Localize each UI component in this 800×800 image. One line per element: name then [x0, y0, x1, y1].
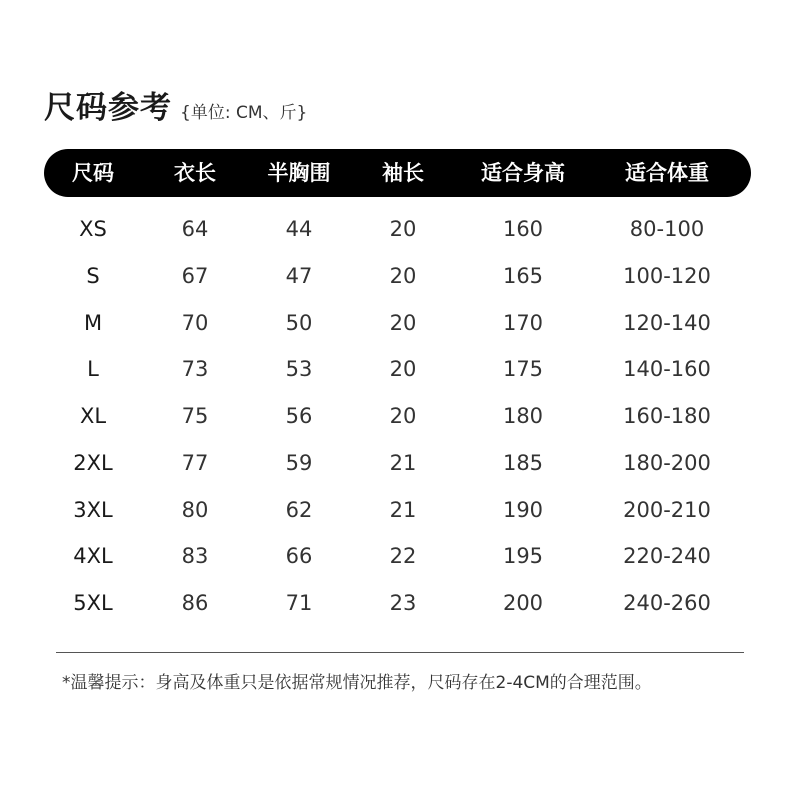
table-row	[44, 346, 751, 393]
header-cell-length: 衣长	[174, 161, 216, 185]
header-cell-height: 适合身高	[481, 161, 565, 185]
cell-length: 80	[181, 497, 209, 522]
cell-sleeve: 20	[389, 404, 417, 428]
cell-size: XL	[79, 404, 107, 428]
cell-half-chest: 47	[285, 263, 313, 288]
cell-length: 77	[181, 450, 209, 475]
cell-half-chest: 50	[285, 310, 313, 335]
cell-sleeve: 20	[389, 357, 417, 382]
cell-height: 160	[502, 217, 544, 241]
cell-half-chest: 62	[285, 497, 313, 522]
title-row	[44, 82, 307, 132]
cell-weight: 140-160	[623, 357, 711, 382]
footnote: *温馨提示：身高及体重只是依据常规情况推荐，尺码存在2-4CM的合理范围。	[62, 673, 652, 693]
cell-height: 165	[502, 263, 544, 288]
cell-height: 185	[502, 450, 544, 475]
cell-half-chest: 66	[285, 544, 313, 569]
cell-weight: 200-210	[623, 497, 711, 522]
cell-half-chest: 56	[285, 404, 313, 428]
table-row	[44, 393, 751, 440]
cell-weight: 100-120	[623, 263, 711, 288]
cell-half-chest: 44	[285, 217, 313, 241]
cell-sleeve: 20	[389, 217, 417, 241]
cell-sleeve: 22	[389, 544, 417, 569]
cell-weight: 240-260	[623, 591, 711, 615]
cell-size: 3XL	[73, 497, 113, 522]
cell-size: L	[87, 357, 99, 382]
cell-size: 4XL	[73, 544, 113, 569]
cell-length: 73	[181, 357, 209, 382]
table-row	[44, 440, 751, 487]
cell-height: 200	[502, 591, 544, 615]
cell-sleeve: 21	[389, 450, 417, 475]
divider	[56, 652, 744, 653]
cell-height: 190	[502, 497, 544, 522]
cell-half-chest: 71	[285, 591, 313, 615]
cell-length: 86	[181, 591, 209, 615]
cell-size: S	[86, 263, 100, 288]
table-header	[44, 149, 751, 197]
table-row	[44, 206, 751, 253]
table-row	[44, 580, 751, 627]
table-row	[44, 487, 751, 534]
cell-weight: 80-100	[629, 217, 705, 241]
cell-size: 2XL	[73, 450, 113, 475]
cell-height: 180	[502, 404, 544, 428]
table-row	[44, 533, 751, 580]
page-title: 尺码参考	[44, 90, 172, 126]
cell-size: 5XL	[73, 591, 113, 615]
cell-weight: 120-140	[623, 310, 711, 335]
size-table-body	[44, 206, 751, 627]
cell-weight: 220-240	[623, 544, 711, 569]
cell-sleeve: 20	[389, 263, 417, 288]
header-cell-half-chest: 半胸围	[267, 161, 331, 185]
cell-half-chest: 59	[285, 450, 313, 475]
table-row	[44, 253, 751, 300]
header-cell-sleeve: 袖长	[382, 161, 424, 185]
cell-height: 175	[502, 357, 544, 382]
cell-sleeve: 20	[389, 310, 417, 335]
cell-length: 75	[181, 404, 209, 428]
cell-size: XS	[79, 217, 107, 241]
cell-size: M	[83, 310, 103, 335]
cell-half-chest: 53	[285, 357, 313, 382]
cell-length: 64	[181, 217, 209, 241]
header-cell-weight: 适合体重	[625, 161, 709, 185]
cell-length: 67	[181, 263, 209, 288]
cell-length: 70	[181, 310, 209, 335]
cell-weight: 160-180	[623, 404, 711, 428]
header-cell-size: 尺码	[72, 161, 114, 185]
cell-sleeve: 23	[389, 591, 417, 615]
cell-height: 170	[502, 310, 544, 335]
cell-sleeve: 21	[389, 497, 417, 522]
unit-note: {单位: CM、斤}	[180, 103, 308, 123]
cell-height: 195	[502, 544, 544, 569]
cell-weight: 180-200	[623, 450, 711, 475]
table-row	[44, 300, 751, 347]
cell-length: 83	[181, 544, 209, 569]
